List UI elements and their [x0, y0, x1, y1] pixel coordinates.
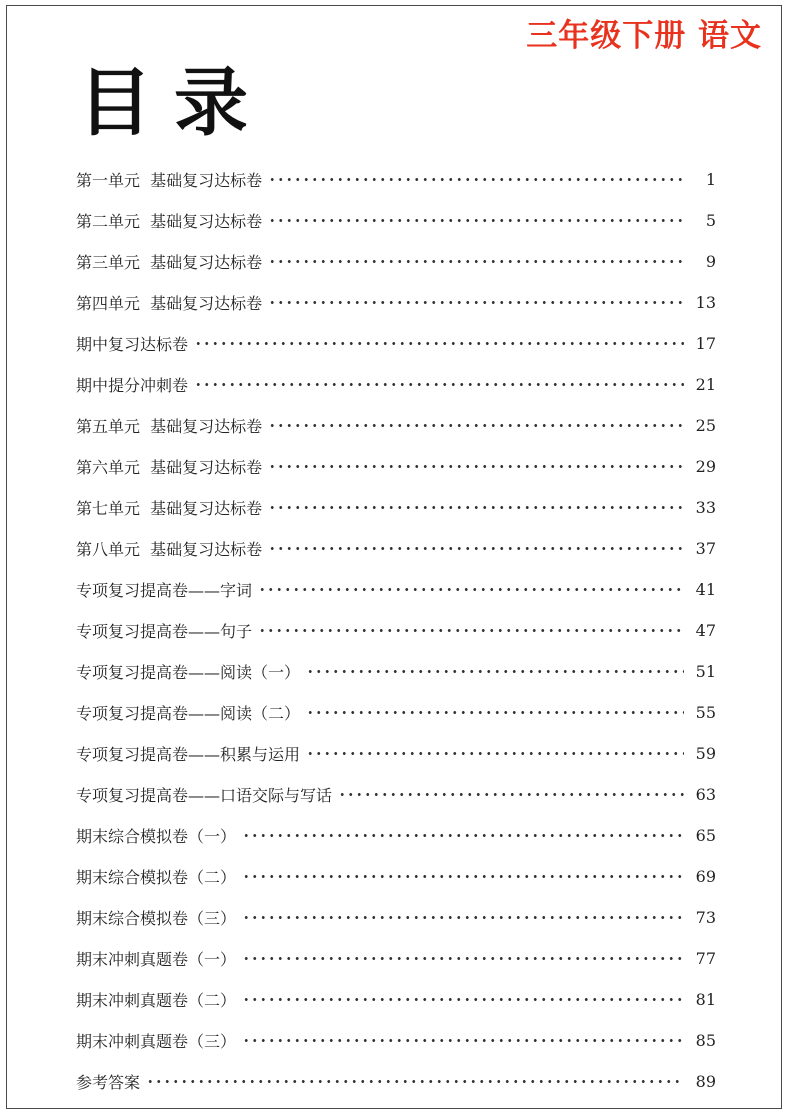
- toc-entry[interactable]: [76, 1061, 716, 1102]
- toc-entry-page-number: 73: [695, 908, 716, 927]
- dot-leader: [146, 1080, 684, 1083]
- dot-leader: [306, 670, 684, 673]
- toc-entry[interactable]: [76, 282, 716, 323]
- toc-entry[interactable]: [76, 1020, 716, 1061]
- toc-entry-label: 第八单元 基础复习达标卷: [76, 540, 263, 559]
- toc-entry-page-number: 85: [695, 1031, 716, 1050]
- toc-entry-label: 期末冲刺真题卷（三）: [76, 1032, 237, 1051]
- toc-entry-page-number: 5: [705, 211, 716, 230]
- grade-subject-label: 三年级下册 语文: [526, 18, 762, 54]
- dot-leader: [242, 998, 684, 1001]
- toc-entry-label: 期末冲刺真题卷（一）: [76, 950, 237, 969]
- toc-entry-label: 专项复习提高卷——字词: [76, 581, 253, 600]
- dot-leader: [306, 752, 684, 755]
- dot-leader: [338, 793, 684, 796]
- toc-entry-page-number: 29: [695, 457, 716, 476]
- toc-entry[interactable]: [76, 200, 716, 241]
- toc-entry[interactable]: [76, 446, 716, 487]
- toc-entry-label: 专项复习提高卷——阅读（一）: [76, 663, 301, 682]
- dot-leader: [268, 506, 684, 509]
- toc-entry-page-number: 89: [695, 1072, 716, 1091]
- toc-entry[interactable]: [76, 487, 716, 528]
- toc-list: [76, 159, 716, 1102]
- toc-entry[interactable]: [76, 323, 716, 364]
- toc-entry-label: 第一单元 基础复习达标卷: [76, 171, 263, 190]
- dot-leader: [242, 875, 684, 878]
- toc-entry-label: 期中提分冲刺卷: [76, 376, 189, 395]
- dot-leader: [242, 916, 684, 919]
- toc-entry[interactable]: [76, 815, 716, 856]
- dot-leader: [268, 219, 684, 222]
- dot-leader: [268, 260, 684, 263]
- toc-entry-page-number: 37: [695, 539, 716, 558]
- toc-entry-label: 第五单元 基础复习达标卷: [76, 417, 263, 436]
- toc-entry[interactable]: [76, 897, 716, 938]
- dot-leader: [242, 957, 684, 960]
- toc-entry-label: 第三单元 基础复习达标卷: [76, 253, 263, 272]
- toc-entry-page-number: 13: [695, 293, 716, 312]
- dot-leader: [242, 834, 684, 837]
- dot-leader: [268, 178, 684, 181]
- toc-entry-page-number: 65: [695, 826, 716, 845]
- toc-entry-page-number: 59: [695, 744, 716, 763]
- toc-entry-label: 专项复习提高卷——句子: [76, 622, 253, 641]
- toc-entry[interactable]: [76, 938, 716, 979]
- toc-entry-page-number: 25: [695, 416, 716, 435]
- toc-entry[interactable]: [76, 856, 716, 897]
- toc-entry[interactable]: [76, 774, 716, 815]
- dot-leader: [242, 1039, 684, 1042]
- toc-entry-page-number: 21: [695, 375, 716, 394]
- toc-entry[interactable]: [76, 692, 716, 733]
- dot-leader: [268, 465, 684, 468]
- toc-entry[interactable]: [76, 241, 716, 282]
- toc-entry[interactable]: [76, 651, 716, 692]
- toc-entry-label: 第二单元 基础复习达标卷: [76, 212, 263, 231]
- dot-leader: [258, 588, 684, 591]
- toc-entry-page-number: 1: [705, 170, 716, 189]
- toc-entry-page-number: 33: [695, 498, 716, 517]
- toc-entry-page-number: 41: [695, 580, 716, 599]
- dot-leader: [268, 424, 684, 427]
- dot-leader: [194, 342, 684, 345]
- toc-entry-label: 期末冲刺真题卷（二）: [76, 991, 237, 1010]
- toc-entry-label: 第六单元 基础复习达标卷: [76, 458, 263, 477]
- toc-entry-page-number: 55: [695, 703, 716, 722]
- dot-leader: [268, 547, 684, 550]
- toc-entry-page-number: 47: [695, 621, 716, 640]
- dot-leader: [268, 301, 684, 304]
- toc-entry-label: 第七单元 基础复习达标卷: [76, 499, 263, 518]
- toc-entry-label: 期末综合模拟卷（一）: [76, 827, 237, 846]
- toc-entry-label: 专项复习提高卷——积累与运用: [76, 745, 301, 764]
- toc-entry-label: 第四单元 基础复习达标卷: [76, 294, 263, 313]
- toc-entry-page-number: 9: [705, 252, 716, 271]
- dot-leader: [306, 711, 684, 714]
- toc-entry[interactable]: [76, 979, 716, 1020]
- toc-entry-label: 专项复习提高卷——口语交际与写话: [76, 786, 333, 805]
- toc-entry-label: 专项复习提高卷——阅读（二）: [76, 704, 301, 723]
- toc-entry[interactable]: [76, 364, 716, 405]
- toc-entry-label: 期末综合模拟卷（二）: [76, 868, 237, 887]
- toc-entry-page-number: 51: [695, 662, 716, 681]
- toc-entry-page-number: 17: [695, 334, 716, 353]
- toc-title: 目录: [78, 60, 270, 146]
- toc-entry-label: 期末综合模拟卷（三）: [76, 909, 237, 928]
- toc-entry-page-number: 63: [695, 785, 716, 804]
- toc-entry-page-number: 69: [695, 867, 716, 886]
- toc-entry[interactable]: [76, 528, 716, 569]
- toc-entry[interactable]: [76, 405, 716, 446]
- toc-entry-page-number: 81: [695, 990, 716, 1009]
- toc-entry[interactable]: [76, 610, 716, 651]
- toc-entry[interactable]: [76, 733, 716, 774]
- dot-leader: [194, 383, 684, 386]
- toc-entry-label: 参考答案: [76, 1073, 141, 1092]
- toc-entry[interactable]: [76, 569, 716, 610]
- toc-entry-page-number: 77: [695, 949, 716, 968]
- toc-entry-label: 期中复习达标卷: [76, 335, 189, 354]
- dot-leader: [258, 629, 684, 632]
- toc-entry[interactable]: [76, 159, 716, 200]
